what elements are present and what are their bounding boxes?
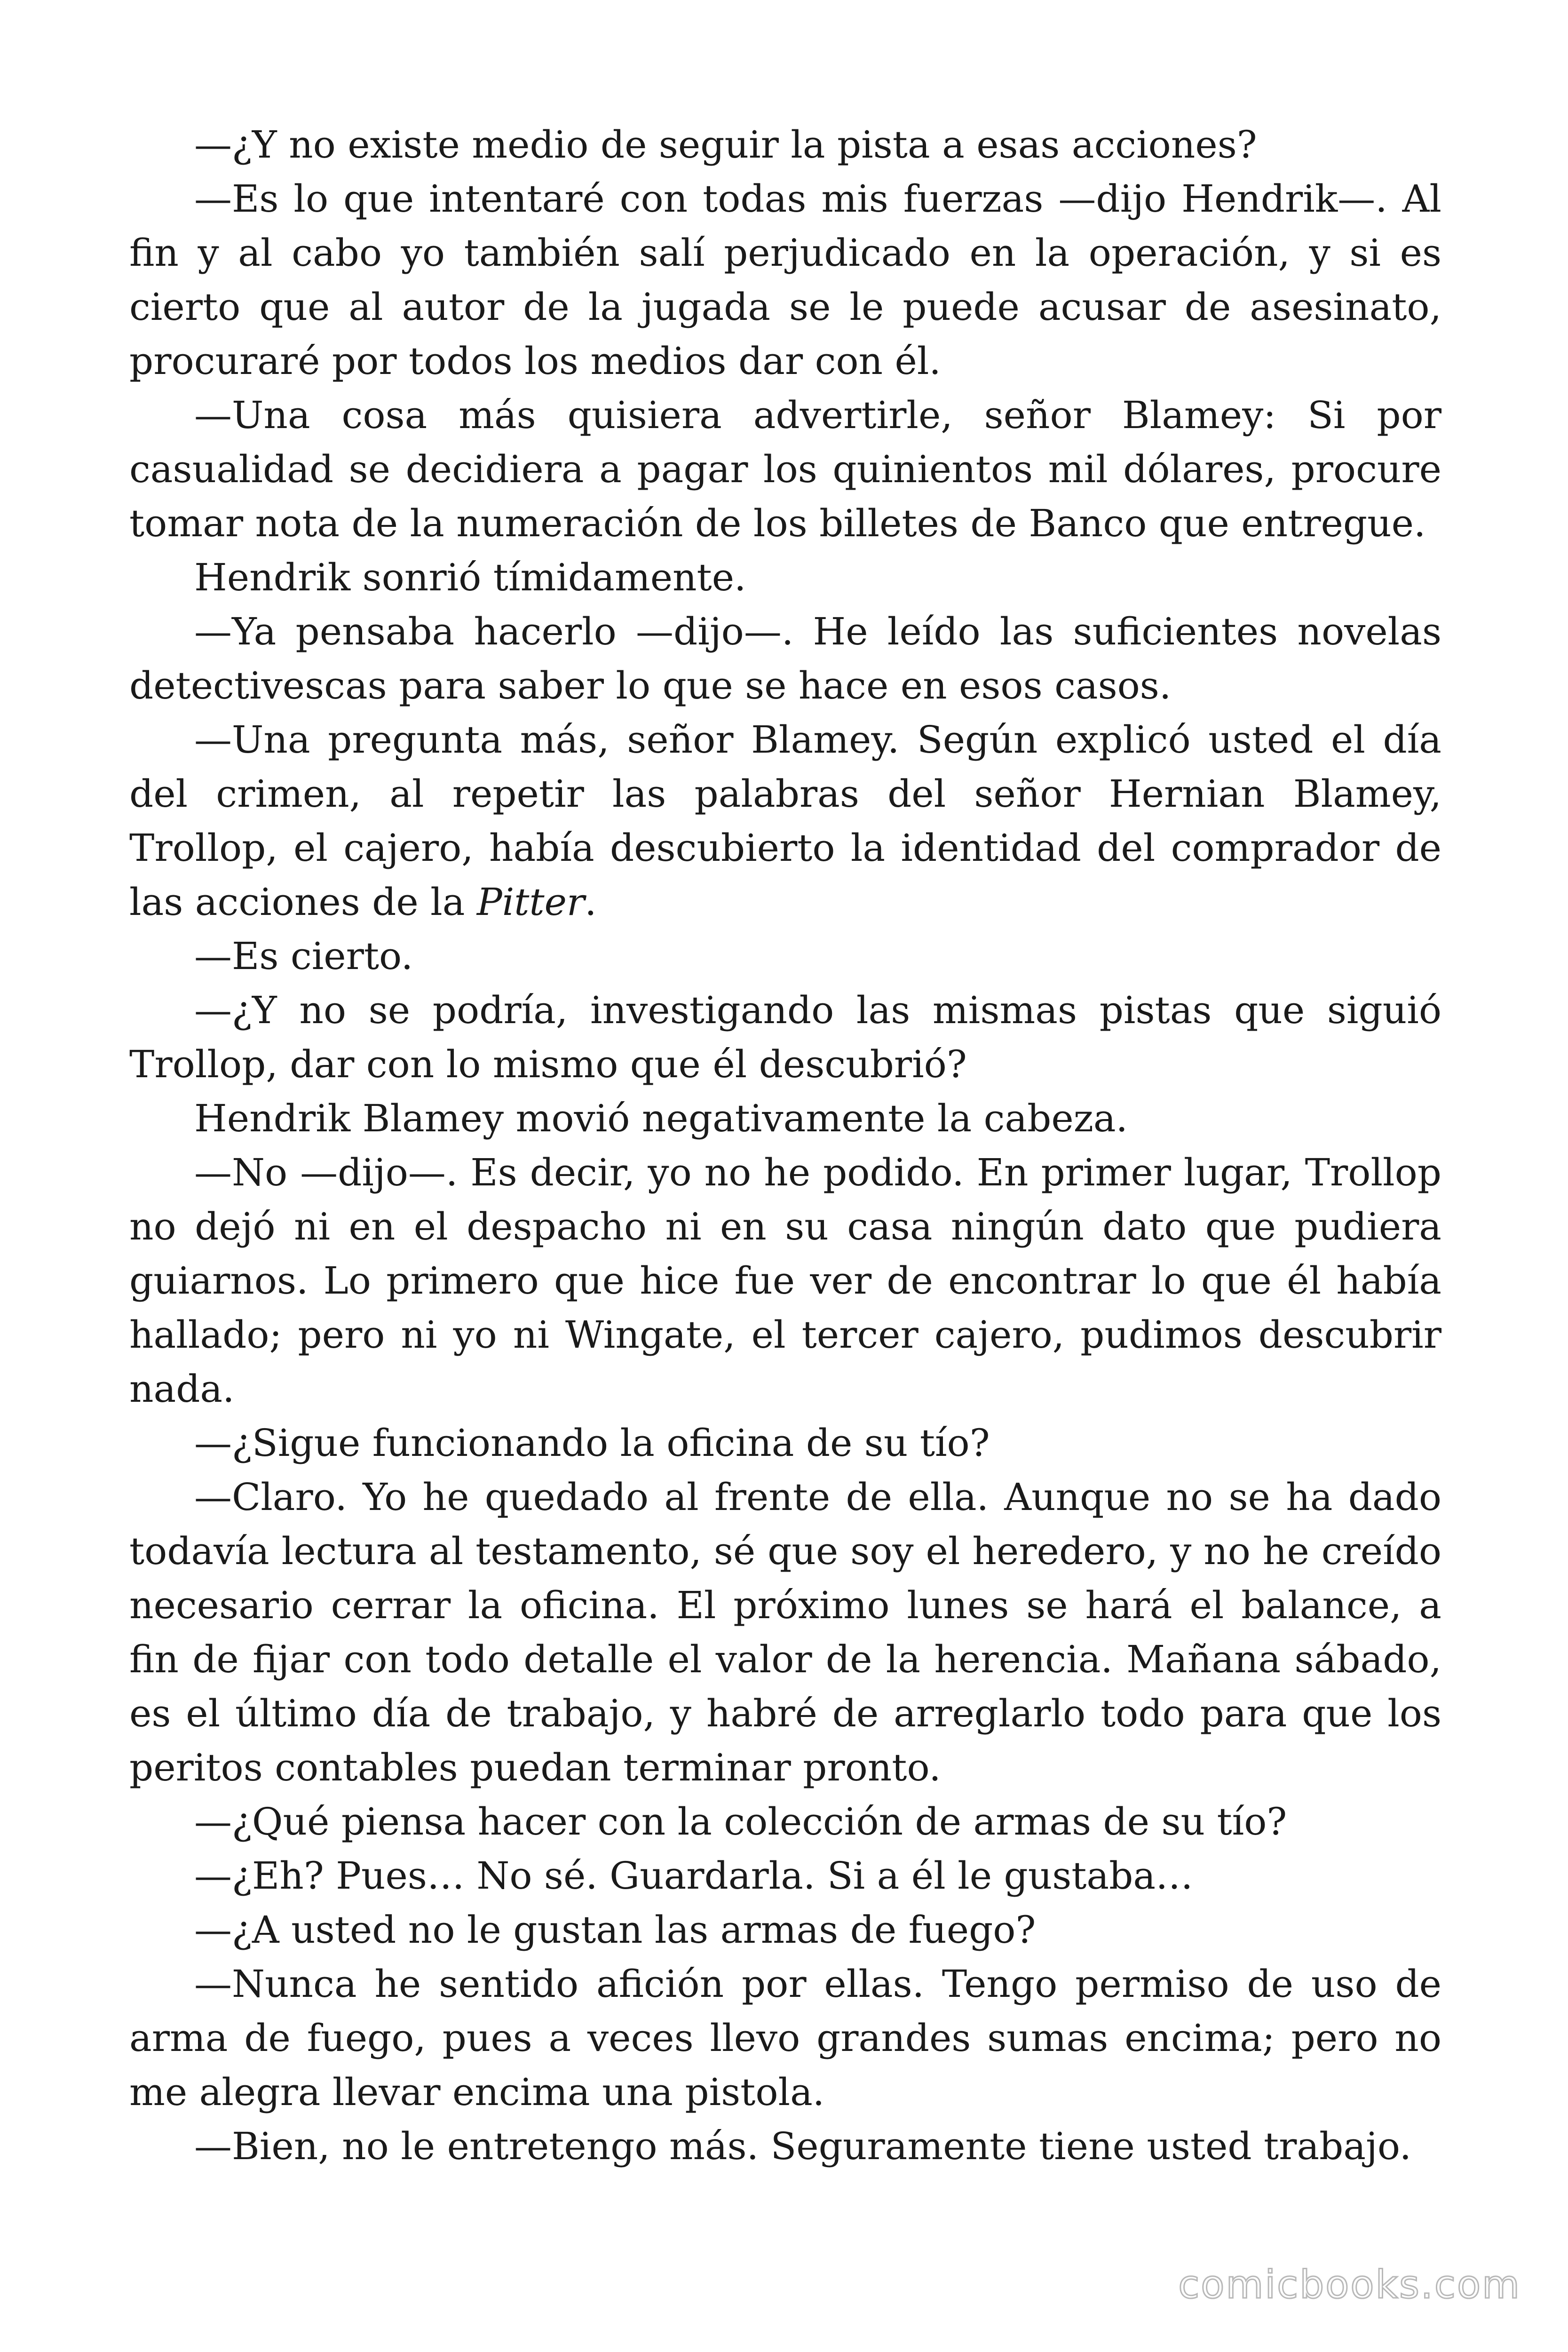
paragraph: —¿A usted no le gustan las armas de fuego? [194,1908,1036,1952]
paragraph: Hendrik sonrió tímidamente. [194,556,746,599]
paragraph: —Nunca he sentido afición por ellas. Tengo permiso de uso de arma de fuego, pues a veces llevo grandes sumas encima; pero no me alegra llevar encima una pistola. [129,1962,1441,2114]
paragraph: —¿Y no existe medio de seguir la pista a esas acciones? [194,123,1257,167]
paragraph: —Bien, no le entretengo más. Seguramente tiene usted trabajo. [194,2124,1412,2168]
book-page [129,118,1441,2187]
paragraph: —Es cierto. [194,934,413,978]
paragraph-end: . [585,880,597,924]
paragraph: Hendrik Blamey movió negativamente la cabeza. [194,1097,1128,1140]
paragraph: —Claro. Yo he quedado al frente de ella. Aunque no se ha dado todavía lectura al testamento, sé que soy el heredero, y no he creído necesario cerrar la oficina. El próximo lunes se hará el balance, a fin de fijar con todo detalle el valor de la herencia. Mañana sábado, es el último día de trabajo, y habré de arreglarlo todo para que los peritos contables puedan terminar pronto. [129,1475,1441,1789]
site-watermark: comicbooks.com [1178,2263,1521,2307]
paragraph: —Ya pensaba hacerlo —dijo—. He leído las suficientes novelas detectivescas para saber lo que se hace en esos casos. [129,610,1441,707]
paragraph: —Es lo que intentaré con todas mis fuerzas —dijo Hendrik—. Al fin y al cabo yo también salí perjudicado en la operación, y si es cierto que al autor de la jugada se le puede acusar de asesinato, procuraré por todos los medios dar con él. [129,177,1441,383]
paragraph-text: —Una pregunta más, señor Blamey. Según explicó usted el día del crimen, al repetir las palabras del señor Hernian Blamey, Trollop, el cajero, había descubierto la identidad del comprador de las acciones de la [129,718,1441,924]
paragraph: —Una cosa más quisiera advertirle, señor Blamey: Si por casualidad se decidiera a pagar los quinientos mil dólares, procure tomar nota de la numeración de los billetes de Banco que entregue. [129,393,1441,545]
paragraph: —¿Eh? Pues… No sé. Guardarla. Si a él le gustaba… [194,1854,1194,1898]
paragraph: —¿Sigue funcionando la oficina de su tío? [194,1421,990,1465]
paragraph: —No —dijo—. Es decir, yo no he podido. En primer lugar, Trollop no dejó ni en el despacho ni en su casa ningún dato que pudiera guiarnos. Lo primero que hice fue ver de encontrar lo que él había hallado; pero ni yo ni Wingate, el tercer cajero, pudimos descubrir nada. [129,1151,1441,1411]
paragraph: —¿Qué piensa hacer con la colección de armas de su tío? [194,1800,1287,1843]
paragraph [129,713,1441,929]
paragraph: —¿Y no se podría, investigando las mismas pistas que siguió Trollop, dar con lo mismo que él descubrió? [129,988,1441,1086]
italic-title: Pitter [476,880,585,924]
